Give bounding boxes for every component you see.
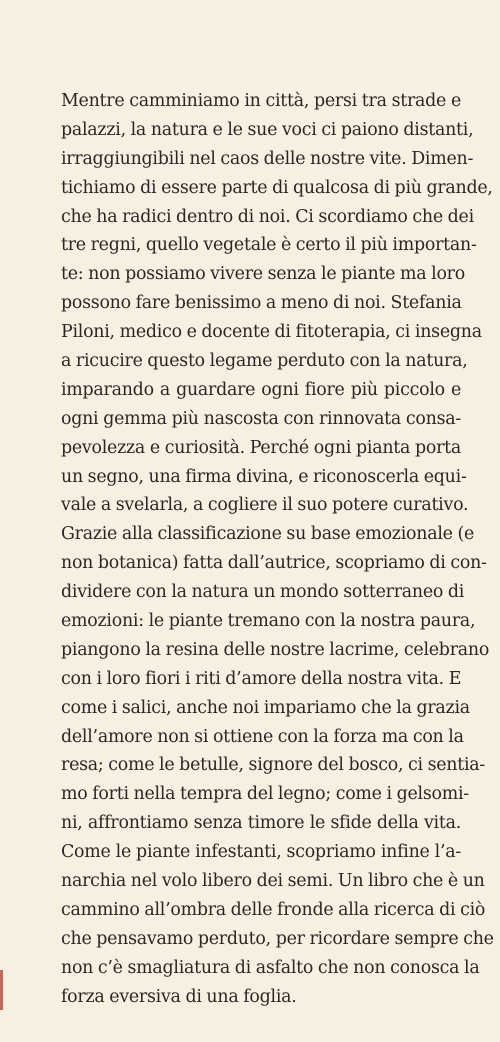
- text-line: Grazie alla classificazione su base emozionale (e: [61, 524, 475, 545]
- text-line: dividere con la natura un mondo sotterraneo di: [61, 582, 465, 603]
- text-line: che pensavamo perduto, per ricordare sempre che: [61, 928, 494, 949]
- text-line: a ricucire questo legame perduto con la natura,: [61, 351, 468, 372]
- text-line: cammino all’ombra delle fronde alla ricerca di ciò: [61, 899, 486, 920]
- text-line: emozioni: le piante tremano con la nostra paura,: [61, 611, 476, 632]
- body-text: [61, 87, 494, 1012]
- text-line: dell’amore non si ottiene con la forza ma con la: [61, 726, 464, 747]
- text-line: come i salici, anche noi impariamo che la grazia: [61, 697, 470, 718]
- text-line: narchia nel volo libero dei semi. Un libro che è un: [61, 871, 485, 892]
- text-line: te: non possiamo vivere senza le piante ma loro: [61, 264, 465, 285]
- page-edge-mark: [0, 970, 3, 1010]
- text-line: irraggiungibili nel caos delle nostre vite. Dimen-: [61, 148, 474, 169]
- text-line: Come le piante infestanti, scopriamo infine l’a-: [61, 842, 461, 863]
- text-line: Piloni, medico e docente di fitoterapia, ci insegna: [61, 322, 482, 343]
- text-line: piangono la resina delle nostre lacrime, celebrano: [61, 639, 490, 660]
- text-line: un segno, una firma divina, e riconoscerla equi-: [61, 466, 467, 487]
- text-line-last: forza eversiva di una foglia.: [61, 986, 297, 1007]
- text-line: Mentre camminiamo in città, persi tra strade e: [61, 91, 461, 111]
- text-line: possono fare benissimo a meno di noi. Stefania: [61, 293, 462, 314]
- text-line: palazzi, la natura e le sue voci ci paiono distanti,: [61, 119, 474, 140]
- text-line: con i loro fiori i riti d’amore della nostra vita. E: [61, 668, 462, 689]
- text-line: ni, affrontiamo senza timore le sfide della vita.: [61, 813, 461, 834]
- text-line: ogni gemma più nascosta con rinnovata consa-: [61, 408, 461, 429]
- text-line: che ha radici dentro di noi. Ci scordiamo che dei: [61, 206, 474, 227]
- text-line: non botanica) fatta dall’autrice, scopriamo di con-: [61, 553, 487, 574]
- text-line: imparando a guardare ogni fiore più piccolo e: [61, 379, 461, 400]
- text-line: vale a svelarla, a cogliere il suo potere curativo.: [61, 495, 469, 516]
- text-line: pevolezza e curiosità. Perché ogni pianta porta: [61, 437, 461, 458]
- text-line: tichiamo di essere parte di qualcosa di più grande,: [61, 177, 493, 198]
- text-line: tre regni, quello vegetale è certo il più importan-: [61, 235, 477, 256]
- text-line: non c’è smagliatura di asfalto che non conosca la: [61, 957, 480, 978]
- text-line: mo forti nella tempra del legno; come i gelsomi-: [61, 784, 469, 805]
- text-line: resa; come le betulle, signore del bosco, ci sentia-: [61, 755, 486, 776]
